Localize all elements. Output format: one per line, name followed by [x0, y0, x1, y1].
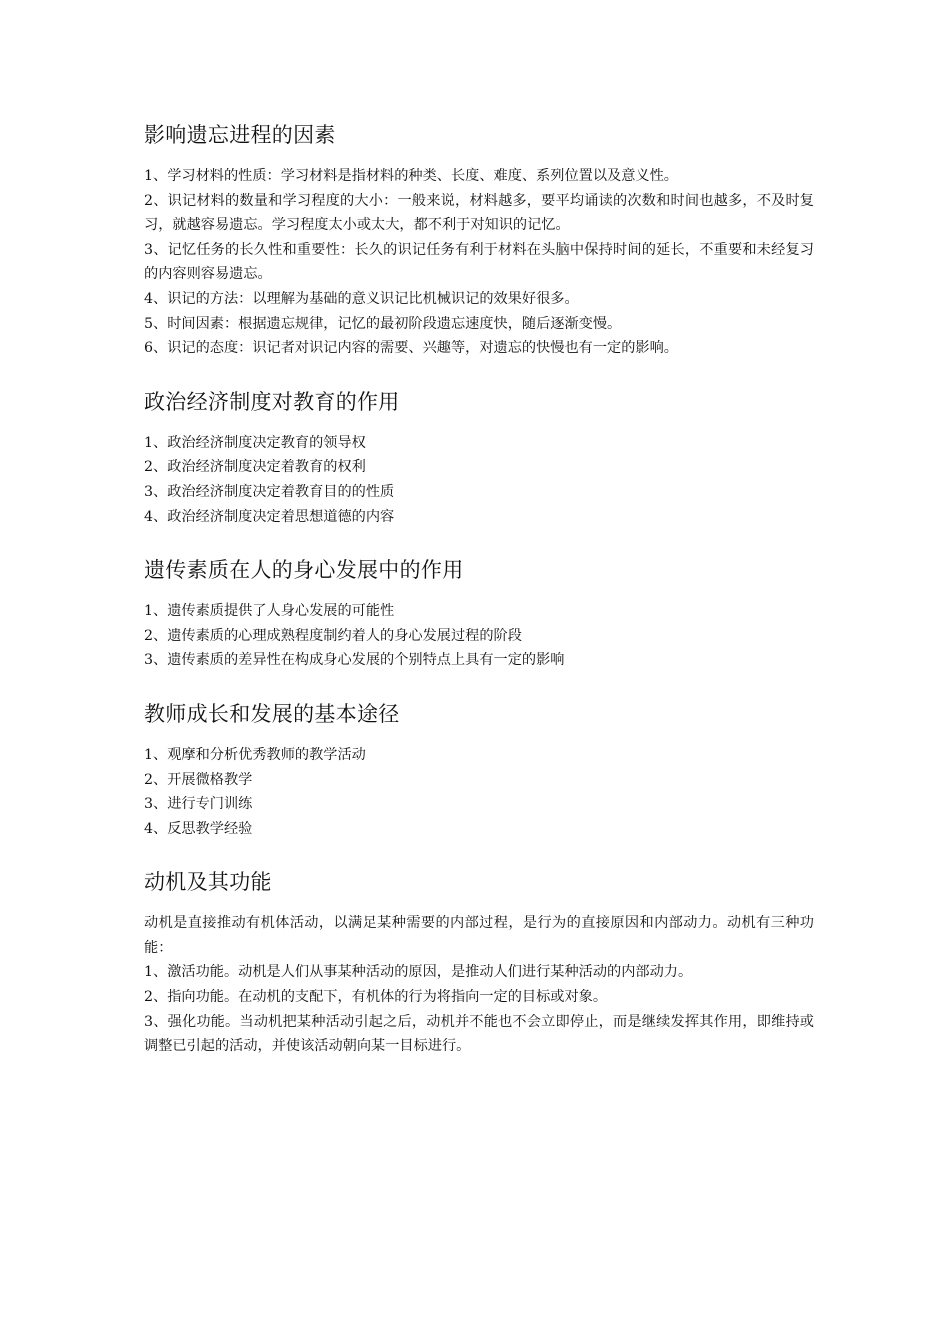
list-item: 4、识记的方法：以理解为基础的意义识记比机械识记的效果好很多。 [144, 290, 579, 307]
list-item: 2、识记材料的数量和学习程度的大小：一般来说，材料越多，要平均诵读的次数和时间也越多，不及时复习，就越容易遗忘。学习程度太小或太大，都不利于对知识的记忆。 [144, 192, 814, 234]
section-political-economic-system [144, 385, 814, 529]
list-item: 3、政治经济制度决定着教育目的的性质 [144, 483, 395, 500]
list-item: 3、强化功能。当动机把某种活动引起之后，动机并不能也不会立即停止，而是继续发挥其作用，即维持或调整已引起的活动，并使该活动朝向某一目标进行。 [144, 1013, 814, 1055]
list-item: 3、进行专门训练 [144, 796, 253, 813]
list-item: 1、遗传素质提供了人身心发展的可能性 [144, 603, 395, 620]
section-teacher-growth [144, 697, 814, 841]
section-heading: 教师成长和发展的基本途径 [144, 701, 400, 726]
section-forgetting-factors [144, 118, 814, 361]
body-paragraph: 动机是直接推动有机体活动，以满足某种需要的内部过程，是行为的直接原因和内部动力。动机有三种功能： [144, 915, 814, 956]
list-item: 2、开展微格教学 [144, 771, 253, 788]
list-item: 3、记忆任务的长久性和重要性：长久的识记任务有利于材料在头脑中保持时间的延长，不重要和未经复习的内容则容易遗忘。 [144, 241, 814, 283]
list-item: 3、遗传素质的差异性在构成身心发展的个别特点上具有一定的影响 [144, 652, 565, 669]
list-item: 4、政治经济制度决定着思想道德的内容 [144, 508, 395, 525]
list-item: 1、激活功能。动机是人们从事某种活动的原因，是推动人们进行某种活动的内部动力。 [144, 964, 693, 981]
section-heading: 动机及其功能 [144, 870, 272, 895]
list-item: 5、时间因素：根据遗忘规律，记忆的最初阶段遗忘速度快，随后逐渐变慢。 [144, 315, 622, 332]
section-heading: 政治经济制度对教育的作用 [144, 389, 400, 414]
list-item: 2、指向功能。在动机的支配下，有机体的行为将指向一定的目标或对象。 [144, 989, 608, 1006]
section-heading: 遗传素质在人的身心发展中的作用 [144, 558, 464, 583]
list-item: 2、遗传素质的心理成熟程度制约着人的身心发展过程的阶段 [144, 627, 522, 644]
section-motivation-functions [144, 865, 814, 1059]
document-body [144, 118, 814, 1059]
list-item: 1、政治经济制度决定教育的领导权 [144, 434, 366, 451]
list-item: 2、政治经济制度决定着教育的权利 [144, 459, 366, 476]
list-item: 1、观摩和分析优秀教师的教学活动 [144, 746, 366, 763]
list-item: 4、反思教学经验 [144, 820, 253, 837]
list-item: 6、识记的态度：识记者对识记内容的需要、兴趣等，对遗忘的快慢也有一定的影响。 [144, 340, 678, 357]
section-heading: 影响遗忘进程的因素 [144, 123, 336, 147]
list-item: 1、学习材料的性质：学习材料是指材料的种类、长度、难度、系列位置以及意义性。 [144, 168, 678, 184]
section-heredity-role [144, 553, 814, 673]
